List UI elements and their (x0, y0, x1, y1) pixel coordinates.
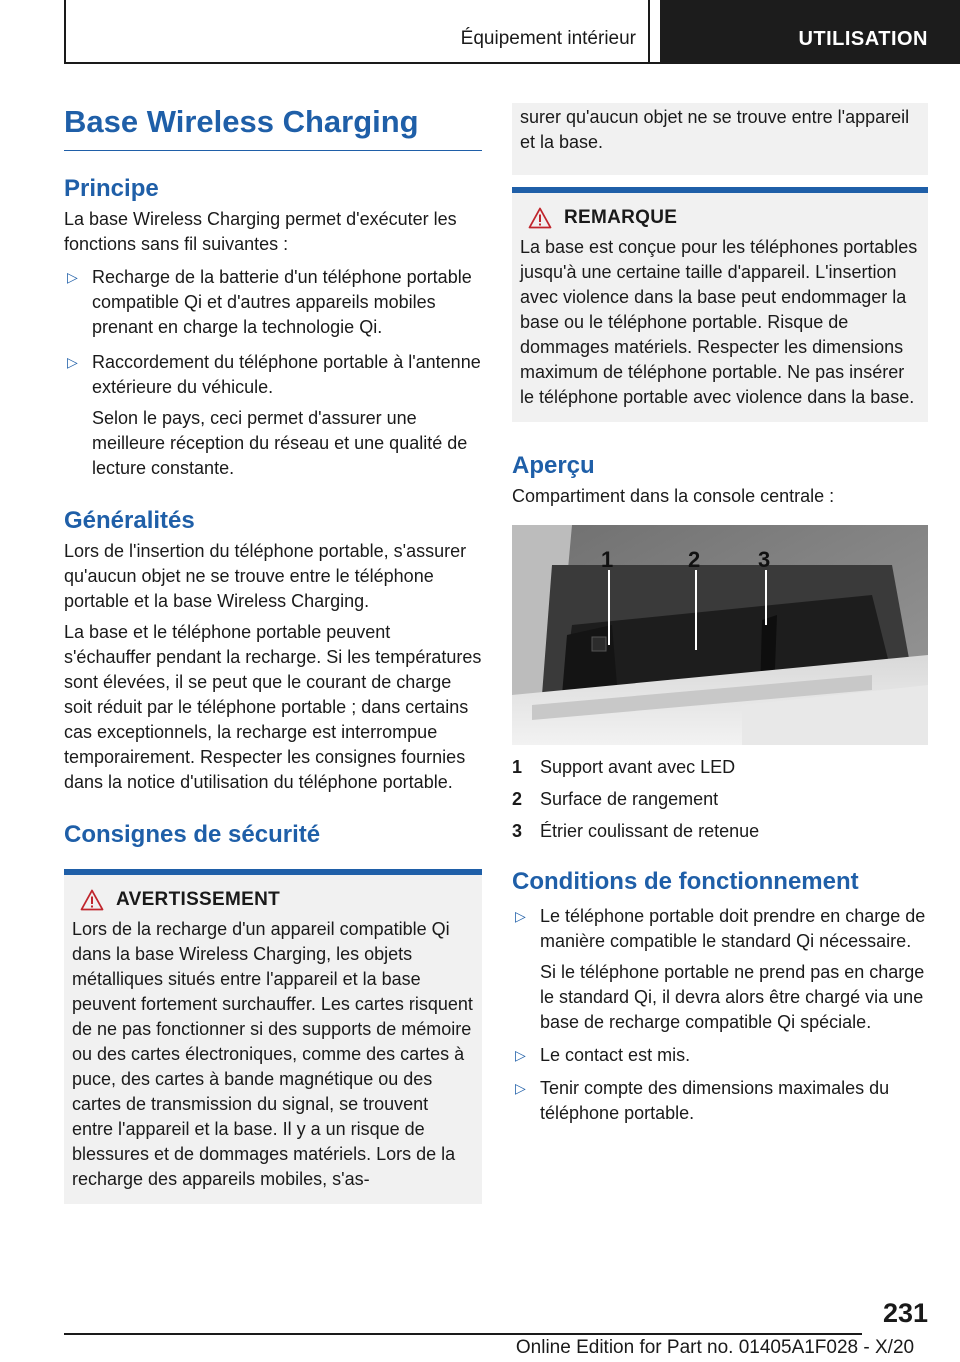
list-item (512, 1043, 928, 1068)
console-compartment-illustration (512, 525, 928, 745)
legend-number: 2 (512, 789, 523, 809)
list-item (64, 265, 482, 340)
legend-number: 1 (512, 757, 523, 777)
header-bottom-rule (64, 62, 660, 64)
warning-text: Lors de la recharge d'un appareil compatible Qi dans la base Wireless Charging, les objets métalliques situés entre l'appareil et la base peuvent fortement surchauffer. Les cartes risquent de ne pas fonctionner si des supports de mémoire ou des cartes électroniques, comme des cartes à puce, des cartes à bande magnétique ou des cartes de transmission du signal, se trouvent entre l'appareil et la base. Il y a un risque de blessures et de dommages matériels. Lors de la recharge des appareils mobiles, s'as- (72, 919, 473, 1189)
warning-header (72, 889, 474, 911)
legend-number: 3 (512, 821, 523, 841)
list-item (512, 1076, 928, 1126)
legend-text: Support avant avec LED (540, 757, 736, 777)
footer-edition: Online Edition for Part no. 01405A1F028 - X/20 (515, 1337, 915, 1358)
principe-list (64, 265, 482, 481)
conditions-heading: Conditions de fonctionnement (512, 868, 859, 895)
callout-1: 1 (601, 547, 614, 572)
list-item (512, 904, 928, 1035)
notice-text: La base est conçue pour les téléphones portables jusqu'à une certaine taille d'appareil. L'insertion avec violence dans la base peut endommager la base ou le téléphone portable. Risque de dommages matériels. Respecter les dimensions maximum de téléphone portable. Ne pas insérer le téléphone portable avec violence dans la base. (520, 237, 918, 407)
warning-continuation-box (512, 103, 928, 175)
notice-box (512, 187, 928, 422)
header-chapter-label: UTILISATION (798, 28, 928, 50)
list-item (64, 350, 482, 481)
header-divider (648, 0, 650, 64)
triangle-bullet-icon: ▷ (515, 908, 526, 924)
list-item-text: Raccordement du téléphone portable à l'antenne extérieure du véhicule. (92, 352, 481, 397)
header-section-title: Équipement intérieur (460, 28, 636, 49)
triangle-bullet-icon: ▷ (67, 269, 78, 285)
warning-continuation-text: surer qu'aucun objet ne se trouve entre l'appareil et la base. (520, 107, 910, 152)
page-number: 231 (882, 1298, 928, 1328)
left-column (64, 100, 482, 1204)
legend-text: Surface de rangement (540, 789, 719, 809)
generalites-paragraph-1: Lors de l'insertion du téléphone portable, s'assurer qu'aucun objet ne se trouve entre le téléphone portable et la base Wireless Charging. (64, 541, 467, 611)
console-compartment-photo (512, 525, 928, 745)
footer-rule (64, 1333, 862, 1335)
right-column (512, 103, 928, 1126)
apercu-intro: Compartiment dans la console centrale : (512, 486, 835, 506)
legend-text: Étrier coulissant de retenue (540, 821, 760, 841)
apercu-heading: Aperçu (512, 452, 595, 479)
triangle-bullet-icon: ▷ (515, 1080, 526, 1096)
page-title: Base Wireless Charging (64, 100, 482, 151)
triangle-bullet-icon: ▷ (515, 1047, 526, 1063)
list-item-subtext: Selon le pays, ceci permet d'assurer une meilleure réception du réseau et une qualité de lecture constante. (92, 408, 468, 478)
consignes-heading: Consignes de sécurité (64, 821, 321, 848)
notice-label: REMARQUE (564, 207, 678, 228)
conditions-list (512, 904, 928, 1126)
warning-triangle-icon (80, 889, 104, 911)
list-item-text: Recharge de la batterie d'un téléphone portable compatible Qi et d'autres appareils mobiles prenant en charge la technologie Qi. (92, 267, 472, 337)
generalites-paragraph-2: La base et le téléphone portable peuvent s'échauffer pendant la recharge. Si les températures sont élevées, il se peut que le courant de charge soit réduit par le téléphone portable ; dans certains cas exceptionnels, la recharge est interrompue temporairement. Respecter les consignes fournies dans la notice d'utilisation du téléphone portable. (64, 622, 482, 792)
list-item-text: Le contact est mis. (540, 1045, 691, 1065)
header-left-rule (64, 0, 66, 64)
list-item-text: Le téléphone portable doit prendre en charge de manière compatible le standard Qi nécessaire. (540, 906, 926, 951)
principe-heading: Principe (64, 175, 159, 202)
header-chapter-tab[interactable] (660, 0, 960, 64)
notice-header (520, 207, 920, 229)
warning-label: AVERTISSEMENT (116, 889, 281, 910)
list-item-subtext: Si le téléphone portable ne prend pas en charge le standard Qi, il devra alors être chargé via une base de recharge compatible Qi spéciale. (540, 962, 925, 1032)
photo-legend (512, 755, 928, 844)
callout-2: 2 (688, 547, 701, 572)
list-item-text: Tenir compte des dimensions maximales du téléphone portable. (540, 1078, 890, 1123)
principe-intro: La base Wireless Charging permet d'exécuter les fonctions sans fil suivantes : (64, 209, 457, 254)
triangle-bullet-icon: ▷ (67, 354, 78, 370)
warning-triangle-icon (528, 207, 552, 229)
callout-3: 3 (758, 547, 771, 572)
warning-box (64, 869, 482, 1204)
generalites-heading: Généralités (64, 507, 195, 534)
